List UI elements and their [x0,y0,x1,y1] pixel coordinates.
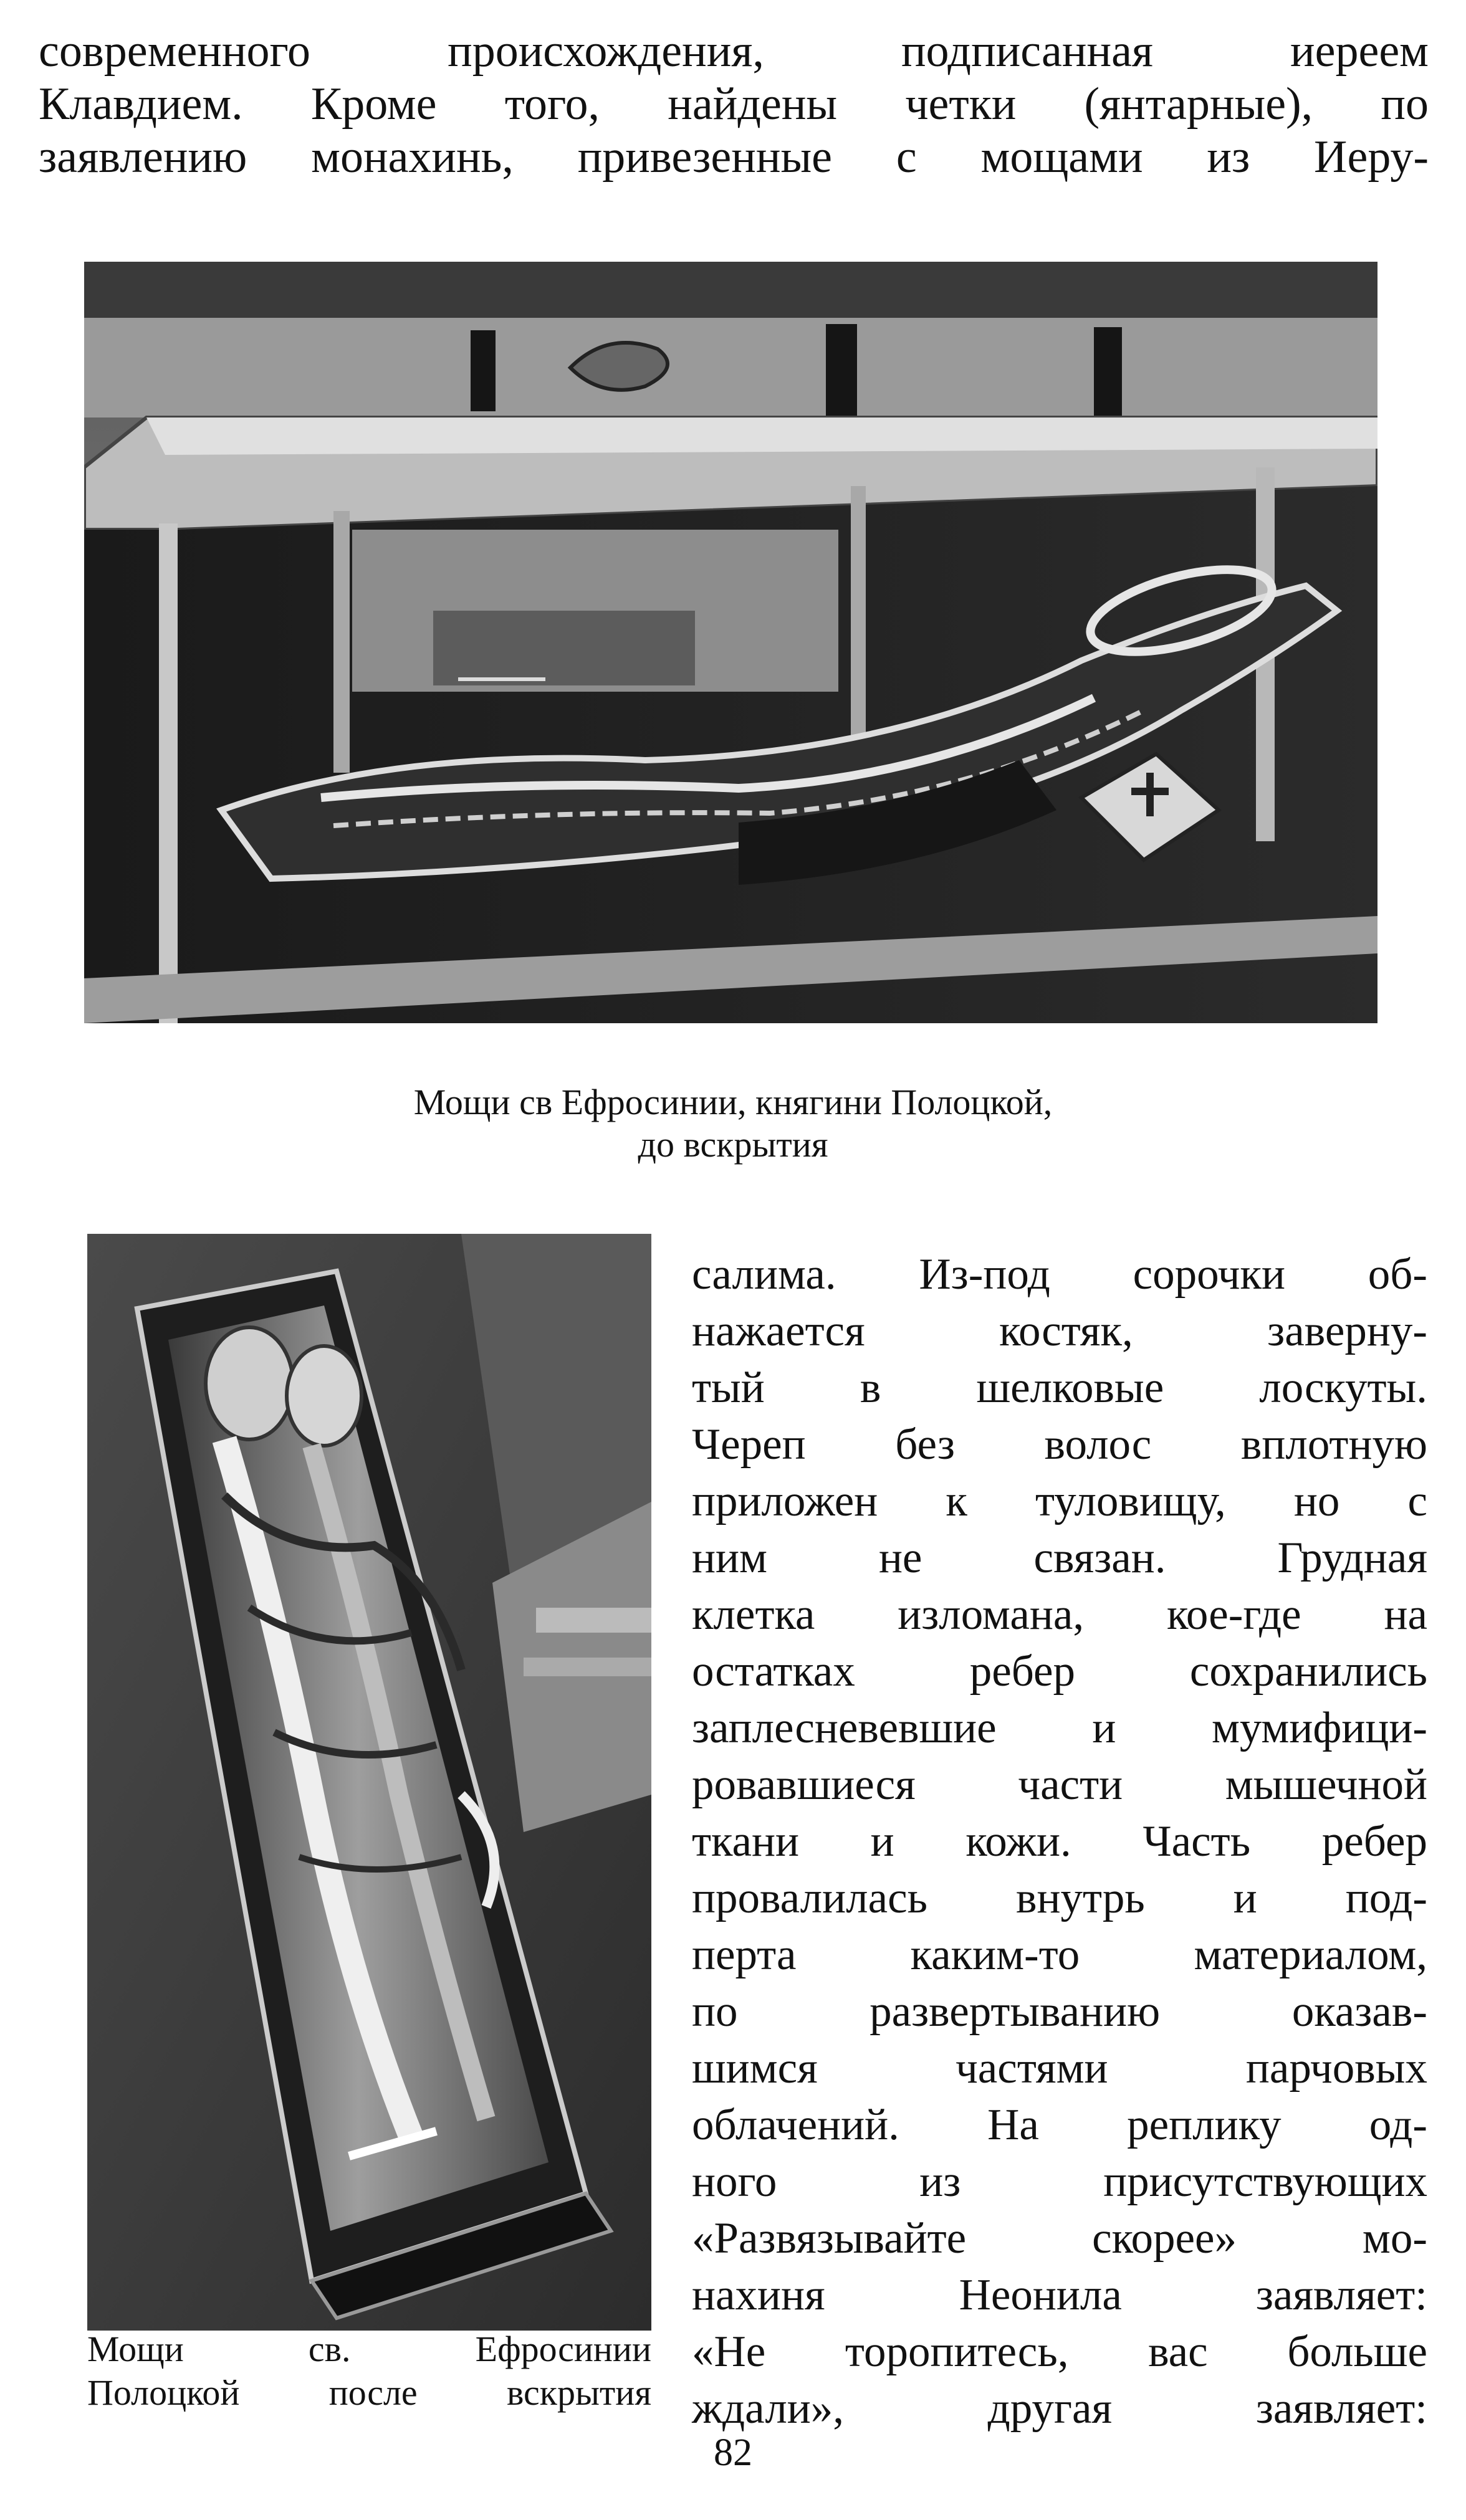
paragraph-line: приложен к туловищу, но с [692,1477,1427,1525]
caption-line: до вскрытия [638,1124,828,1165]
paragraph-line: ждали», другая заявляет: [692,2384,1427,2433]
photo-relics-after-opening [87,1234,651,2331]
paragraph-line: «Не торопитесь, вас больше [692,2327,1427,2376]
paragraph-line: ного из присутствующих [692,2157,1427,2206]
paragraph-line: облачений. На реплику од- [692,2101,1427,2149]
paragraph-line: остатках ребер сохранились [692,1647,1427,1696]
paragraph-line: ним не связан. Грудная [692,1534,1427,1582]
paragraph-line: по развертыванию оказав- [692,1987,1427,2036]
photo-open-coffin-image [87,1234,651,2331]
caption-line: Мощи св. Ефросинии [87,2329,651,2369]
paragraph-line: шимся частями парчовых [692,2044,1427,2093]
paragraph-line: ткани и кожи. Часть ребер [692,1817,1427,1866]
figure2-caption [87,2327,651,2415]
paragraph-line: салима. Из-под сорочки об- [692,1250,1427,1299]
paragraph-line: перта каким-то материалом, [692,1931,1427,1979]
right-column-text [692,1246,1427,2437]
paragraph-line: современного происхождения, подписанная иереем [39,26,1429,77]
paragraph-line: заявлению монахинь, привезенные с мощами из Иеру- [39,131,1429,183]
figure1-caption [0,1081,1466,1166]
caption-line: Полоцкой после вскрытия [87,2372,651,2413]
photo-glass-case-image [84,262,1377,1023]
paragraph-line: клетка изломана, кое-где на [692,1590,1427,1639]
paragraph-line: нажается костяк, заверну- [692,1307,1427,1355]
paragraph-line: ровавшиеся части мышечной [692,1760,1427,1809]
caption-line: Мощи св Ефросинии, княгини Полоцкой, [413,1082,1053,1122]
paragraph-line: заплесневевшие и мумифици- [692,1704,1427,1752]
photo-relics-before-opening [84,262,1377,1023]
paragraph-line: Клавдием. Кроме того, найдены четки (янтарные), по [39,79,1429,130]
paragraph-line: «Развязывайте скорее» мо- [692,2214,1427,2263]
paragraph-line: тый в шелковые лоскуты. [692,1363,1427,1412]
top-paragraph [39,25,1429,184]
paragraph-line: нахиня Неонила заявляет: [692,2271,1427,2319]
paragraph-line: провалилась внутрь и под- [692,1874,1427,1922]
paragraph-line: Череп без волос вплотную [692,1420,1427,1469]
page-number: 82 [714,2432,752,2474]
